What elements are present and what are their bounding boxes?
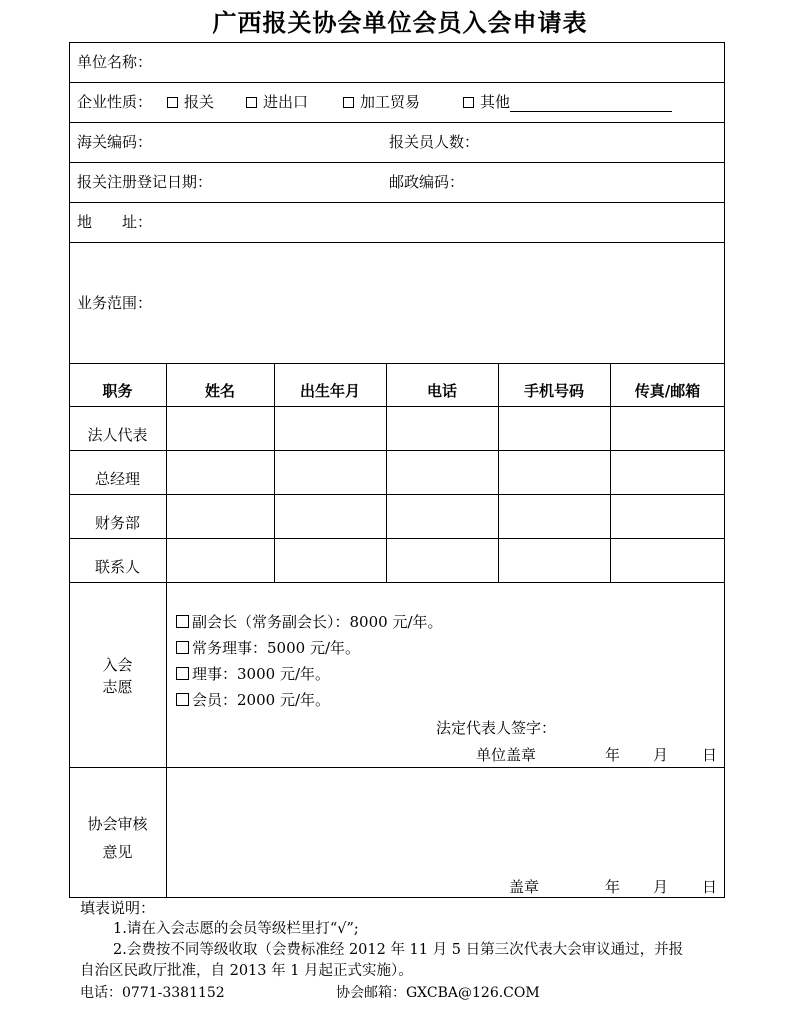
declarer-count-label: 报关员人数：	[389, 133, 480, 151]
membership-option-label: 会员：2000 元/年。	[192, 691, 330, 709]
checkbox-icon[interactable]	[176, 693, 189, 706]
row-divider	[69, 363, 725, 364]
table-row-contact: 联系人	[94, 558, 140, 576]
checkbox-icon[interactable]	[167, 97, 178, 108]
review-date-month: 月	[653, 878, 669, 896]
review-label	[69, 810, 166, 866]
review-label-line: 意见	[102, 843, 133, 861]
col-divider	[166, 363, 167, 898]
membership-option-label: 副会长（常务副会长）：8000 元/年。	[192, 613, 443, 631]
table-header-mobile: 手机号码	[523, 382, 584, 400]
nature-option-label: 报关	[184, 93, 215, 111]
customs-code-label: 海关编码：	[77, 133, 153, 151]
registration-date-label: 报关注册登记日期：	[77, 173, 213, 191]
membership-option-label: 常务理事：5000 元/年。	[192, 639, 360, 657]
review-seal-label: 盖章	[509, 878, 540, 896]
table-row-finance: 财务部	[94, 514, 140, 532]
notes-line-3: 自治区民政厅批准，自 2013 年 1 月起正式实施）。	[80, 963, 413, 979]
nature-option-customs[interactable]	[167, 92, 214, 112]
checkbox-icon[interactable]	[246, 97, 257, 108]
membership-option-director[interactable]	[176, 664, 330, 684]
review-date-year: 年	[605, 878, 621, 896]
unit-name-label: 单位名称：	[77, 53, 153, 71]
postal-code-label: 邮政编码：	[389, 173, 465, 191]
row-divider	[69, 202, 725, 203]
row-divider	[69, 82, 725, 83]
nature-option-label: 加工贸易	[360, 93, 421, 111]
nature-option-label: 其他	[480, 93, 511, 111]
page-title: 广西报关协会单位会员入会申请表	[212, 8, 588, 37]
nature-option-other[interactable]	[463, 92, 672, 112]
review-label-line: 协会审核	[87, 815, 148, 833]
table-row-legal-rep: 法人代表	[87, 426, 148, 444]
legal-rep-signature-label: 法定代表人签字：	[436, 719, 557, 737]
row-divider	[69, 162, 725, 163]
address-label: 地 址：	[77, 213, 153, 231]
row-divider	[69, 494, 725, 495]
table-header-birth: 出生年月	[299, 382, 360, 400]
checkbox-icon[interactable]	[176, 667, 189, 680]
row-divider	[69, 122, 725, 123]
membership-label-line: 志愿	[102, 678, 133, 696]
membership-option-executive-director[interactable]	[176, 638, 360, 658]
checkbox-icon[interactable]	[463, 97, 474, 108]
table-row-general-manager: 总经理	[94, 470, 140, 488]
membership-option-member[interactable]	[176, 690, 330, 710]
other-blank-line[interactable]	[510, 95, 672, 112]
date-month: 月	[653, 746, 669, 764]
row-divider	[69, 242, 725, 243]
row-divider	[69, 582, 725, 583]
date-day: 日	[702, 746, 718, 764]
checkbox-icon[interactable]	[176, 615, 189, 628]
row-divider	[69, 538, 725, 539]
table-header-position: 职务	[102, 382, 133, 400]
review-date-day: 日	[702, 878, 718, 896]
contact-phone: 电话：0771-3381152	[80, 985, 225, 1001]
notes-line-2: 2.会费按不同等级收取（会费标准经 2012 年 11 月 5 日第三次代表大会审议通过，并报	[113, 942, 684, 958]
membership-label	[69, 654, 166, 698]
row-divider	[69, 450, 725, 451]
row-divider	[69, 767, 725, 768]
notes-heading: 填表说明：	[80, 899, 156, 917]
checkbox-icon[interactable]	[176, 641, 189, 654]
row-divider	[69, 406, 725, 407]
nature-label: 企业性质：	[77, 93, 153, 111]
table-header-phone: 电话	[426, 382, 457, 400]
nature-option-processing-trade[interactable]	[343, 92, 420, 112]
form-border	[69, 42, 725, 898]
nature-option-label: 进出口	[263, 93, 309, 111]
nature-option-import-export[interactable]	[246, 92, 308, 112]
date-year: 年	[605, 746, 621, 764]
membership-option-vice-president[interactable]	[176, 612, 443, 632]
checkbox-icon[interactable]	[343, 97, 354, 108]
membership-option-label: 理事：3000 元/年。	[192, 665, 330, 683]
membership-label-line: 入会	[102, 656, 133, 674]
contact-email: 协会邮箱：GXCBA@126.COM	[336, 985, 540, 1001]
notes-line-1: 1.请在入会志愿的会员等级栏里打“√”;	[113, 921, 359, 937]
table-header-fax-email: 传真/邮箱	[634, 382, 701, 400]
unit-seal-label: 单位盖章	[476, 746, 537, 764]
business-scope-label: 业务范围：	[77, 294, 153, 312]
table-header-name: 姓名	[204, 382, 235, 400]
